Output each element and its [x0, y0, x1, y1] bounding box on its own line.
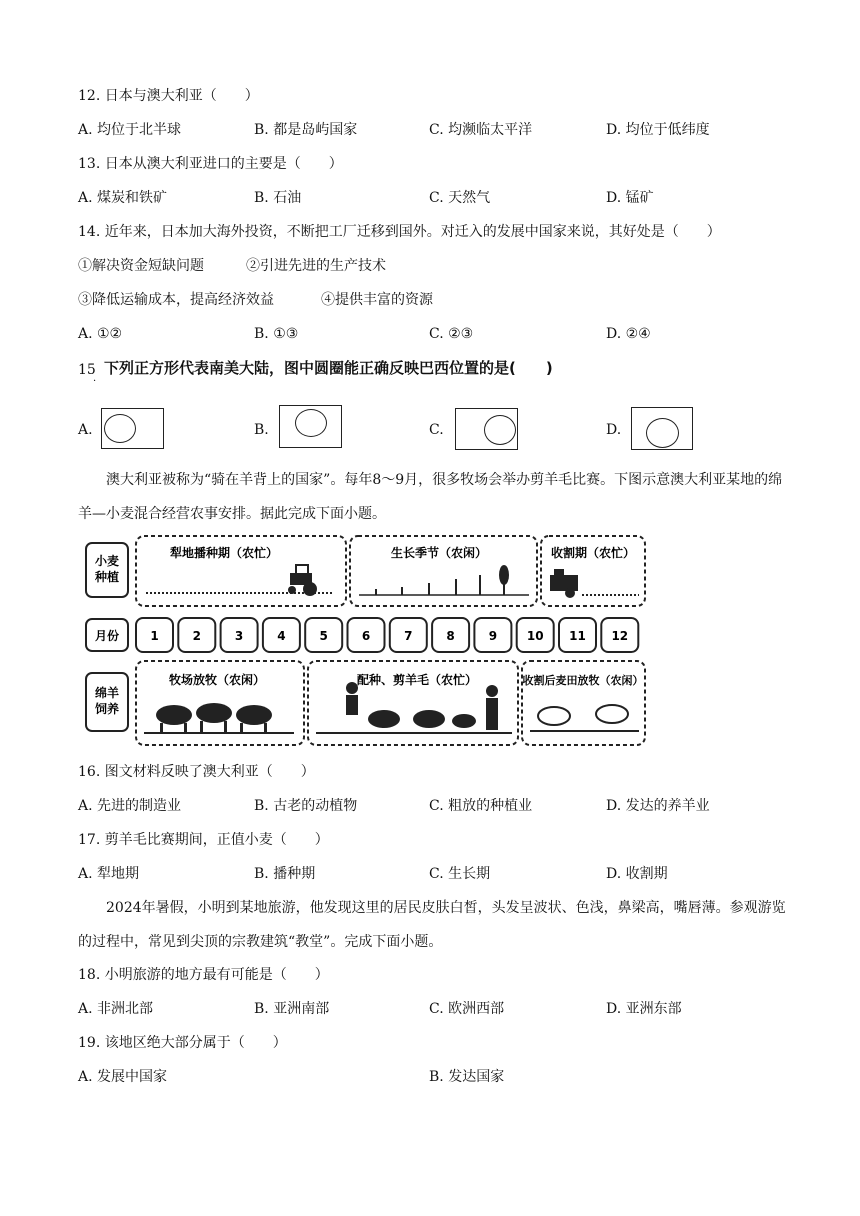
month-label: 3	[234, 629, 244, 643]
q16-option-a: A. 先进的制造业	[78, 798, 182, 814]
q14-item-1: ①解决资金短缺问题	[78, 258, 204, 274]
q12-option-a: A. 均位于北半球	[78, 122, 182, 138]
question-15-number: 15	[78, 362, 96, 378]
passage-travel: 2024年暑假，小明到某地旅游，他发现这里的居民皮肤白皙，头发呈波状、色浅，鼻梁高，嘴唇薄。参观游览的过程中，常见到尖顶的宗教建筑“教堂”。完成下面小题。	[78, 900, 786, 950]
tractor-icon	[288, 565, 317, 596]
q12-option-d: D. 均位于低纬度	[606, 122, 710, 138]
question-13-stem: 13. 日本从澳大利亚进口的主要是（ ）	[78, 156, 343, 172]
month-label: 5	[319, 629, 328, 643]
q14-option-a: A. ①②	[78, 326, 123, 342]
wheat-phase-growing-label: 生长季节（农闲）	[390, 546, 488, 560]
q14-item-4: ④提供丰富的资源	[321, 292, 433, 308]
q18-option-a: A. 非洲北部	[78, 1001, 154, 1017]
month-label: 12	[611, 629, 629, 643]
question-18-stem: 18. 小明旅游的地方最有可能是（ ）	[78, 967, 329, 983]
q16-option-d: D. 发达的养羊业	[606, 798, 710, 814]
q14-item-2: ②引进先进的生产技术	[246, 258, 386, 274]
q18-option-c: C. 欧洲西部	[429, 1001, 505, 1017]
q15-option-b-label: B.	[254, 422, 269, 438]
q17-option-b: B. 播种期	[254, 866, 316, 882]
question-15-stem: 下列正方形代表南美大陆，图中圆圈能正确反映巴西位置的是( )	[104, 359, 553, 377]
harvester-icon	[550, 569, 578, 598]
sheep-phase-stubble-label: 收割后麦田放牧（农闲）	[522, 674, 644, 687]
question-19-stem: 19. 该地区绝大部分属于（ ）	[78, 1035, 287, 1051]
q14-item-3: ③降低运输成本，提高经济效益	[78, 292, 274, 308]
month-label: 2	[192, 629, 201, 643]
month-label: 1	[150, 629, 159, 643]
month-label: 8	[446, 629, 455, 643]
sheep-phase-shearing-label: 配种、剪羊毛（农忙）	[356, 673, 478, 687]
q16-option-b: B. 古老的动植物	[254, 798, 358, 814]
q15-option-b-square	[279, 405, 342, 448]
question-14-stem: 14. 近年来，日本加大海外投资，不断把工厂迁移到国外。对迁入的发展中国家来说，其好处是（ ）	[78, 224, 721, 240]
q14-option-c: C. ②③	[429, 326, 474, 342]
q15-option-d-square	[631, 407, 693, 450]
q13-option-b: B. 石油	[254, 190, 302, 206]
q17-option-d: D. 收割期	[606, 866, 668, 882]
q17-option-c: C. 生长期	[429, 866, 491, 882]
q13-option-c: C. 天然气	[429, 190, 491, 206]
q15-option-a-label: A.	[78, 422, 93, 438]
q18-option-b: B. 亚洲南部	[254, 1001, 330, 1017]
month-row	[136, 618, 638, 652]
month-label: 11	[569, 629, 586, 643]
question-17-stem: 17. 剪羊毛比赛期间，正值小麦（ ）	[78, 832, 329, 848]
row-label-sheep: 绵羊饲养	[94, 686, 120, 716]
q15-option-c-label: C.	[429, 422, 444, 438]
q19-option-a: A. 发展中国家	[78, 1069, 168, 1085]
q18-option-d: D. 亚洲东部	[606, 1001, 682, 1017]
q13-option-d: D. 锰矿	[606, 190, 654, 206]
wheat-phase-plowing-label: 犁地播种期（农忙）	[169, 546, 279, 560]
brazil-circle	[295, 409, 327, 437]
sheep-icon	[156, 703, 272, 733]
q16-option-c: C. 粗放的种植业	[429, 798, 533, 814]
q14-option-d: D. ②④	[606, 326, 651, 342]
question-12-stem: 12. 日本与澳大利亚（ ）	[78, 88, 259, 104]
passage-australia: 澳大利亚被称为“骑在羊背上的国家”。每年8～9月，很多牧场会举办剪羊毛比赛。下图示意澳大利亚某地的绵羊—小麦混合经营农事安排。据此完成下面小题。	[78, 472, 783, 522]
q12-option-b: B. 都是岛屿国家	[254, 122, 358, 138]
farm-schedule-diagram	[84, 533, 650, 749]
shearer-icon	[346, 682, 498, 730]
brazil-circle	[646, 418, 679, 448]
q19-option-b: B. 发达国家	[429, 1069, 505, 1085]
month-label: 7	[404, 629, 413, 643]
q13-option-a: A. 煤炭和铁矿	[78, 190, 168, 206]
q15-option-d-label: D.	[606, 422, 622, 438]
row-label-month: 月份	[94, 629, 120, 643]
q12-option-c: C. 均濒临太平洋	[429, 122, 533, 138]
sheep-icon	[538, 705, 628, 725]
q15-option-a-square	[101, 408, 164, 449]
q17-option-a: A. 犁地期	[78, 866, 140, 882]
sheep-phase-grazing-label: 牧场放牧（农闲）	[168, 673, 266, 687]
q15-option-c-square	[455, 408, 518, 450]
wheat-phase-harvest-label: 收割期（农忙）	[550, 546, 636, 560]
month-label: 10	[526, 629, 544, 643]
brazil-circle	[104, 414, 136, 443]
row-label-wheat: 小麦种植	[94, 554, 120, 584]
month-label: 9	[488, 629, 498, 643]
wheat-growth-icon	[376, 566, 508, 595]
month-label: 4	[277, 629, 286, 643]
question-16-stem: 16. 图文材料反映了澳大利亚（ ）	[78, 764, 315, 780]
month-label: 6	[361, 629, 371, 643]
dot-mark: ·	[93, 376, 97, 387]
brazil-circle	[484, 415, 516, 445]
q14-option-b: B. ①③	[254, 326, 299, 342]
